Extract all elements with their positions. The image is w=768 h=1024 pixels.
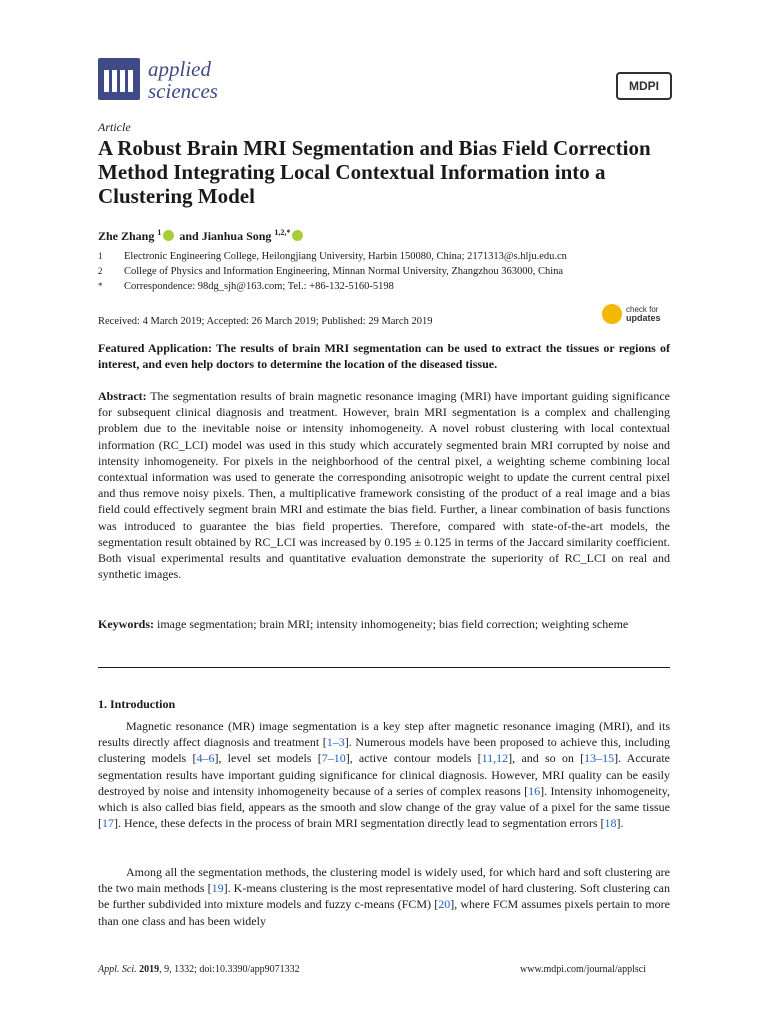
citation-link[interactable]: 17 <box>102 816 114 831</box>
author-affiliation-mark: 1,2,* <box>274 228 291 237</box>
check-for-updates-icon[interactable] <box>602 304 622 324</box>
article-type: Article <box>98 120 131 134</box>
publication-dates: Received: 4 March 2019; Accepted: 26 March 2019; Published: 29 March 2019 <box>98 316 433 327</box>
publisher-logo: MDPI <box>616 72 672 100</box>
citation-link[interactable]: 13–15 <box>584 751 615 766</box>
orcid-icon[interactable] <box>292 230 303 241</box>
abstract: Abstract: The segmentation results of brain magnetic resonance imaging (MRI) have important guiding significance for subsequent clinical diagnosis and treatment. However, brain MRI segmentation is a complex and challenging problem due to the inevitable noise or intensity inhomogeneity. A novel robust clustering with local contextual information (RC_LCI) model was used in this study which accurately segmented brain MRI corrupted by noise and intensity inhomogeneity. For pixels in the neighborhood of the central pixel, a weighting scheme combining local contextual information was used to generate the corresponding anisotropic weight to update the current central pixel and thus remove noisy pixels. Then, a multiplicative framework consisting of the product of a real image and a bias field could effectively segment brain MRI and estimate the bias field. Further, a linear combination of basis functions was introduced to guarantee the bias field properties. Therefore, compared with state-of-the-art models, the segmentation result obtained by RC_LCI was increased by 0.195 ± 0.125 in terms of the Jaccard similarity coefficient. Both visual experimental results and quantitative evaluation demonstrate the superiority of RC_LCI on real and synthetic images. <box>98 389 670 582</box>
featured-application: Featured Application: The results of brain MRI segmentation can be used to extract the tissues or regions of interest, and even help doctors to determine the location of the diseased tissue. <box>98 341 670 372</box>
author-conjunction: and <box>179 229 199 243</box>
section-heading: 1. Introduction <box>98 697 176 711</box>
citation-link[interactable]: 1–3 <box>326 735 345 750</box>
citation-link[interactable]: 16 <box>528 783 541 798</box>
keywords: Keywords: image segmentation; brain MRI; intensity inhomogeneity; bias field correction; weighting scheme <box>98 617 629 631</box>
author-name: Jianhua Song <box>201 229 272 243</box>
author-list <box>98 228 305 244</box>
journal-name: applied sciences <box>148 57 218 103</box>
citation-link[interactable]: 20 <box>438 897 451 912</box>
citation-link[interactable]: 7–10 <box>321 751 346 766</box>
citation-link[interactable]: 19 <box>211 881 224 896</box>
citation-link[interactable]: 11,12 <box>481 751 509 766</box>
journal-logo-icon <box>98 58 140 100</box>
divider <box>98 667 670 668</box>
citation-link[interactable]: 4–6 <box>196 751 215 766</box>
citation-link[interactable]: 18 <box>604 816 617 831</box>
orcid-icon[interactable] <box>163 230 174 241</box>
affiliation: 1 Electronic Engineering College, Heilongjiang University, Harbin 150080, China; 2171313@s.hlju.edu.cn <box>98 251 567 262</box>
affiliation: 2 College of Physics and Information Engineering, Minnan Normal University, Zhangzhou 363000, China <box>98 266 564 277</box>
check-for-updates-label[interactable]: check for updates <box>626 305 661 323</box>
body-paragraph: Magnetic resonance (MR) image segmentation is a key step after magnetic resonance imaging (MRI), and its results directly affect diagnosis and treatment [1–3]. Numerous models have been proposed to achieve this, including clustering models [4–6], level set models [7–10], active contour models [11,12], and so on [13–15]. Accurate segmentation results have important guiding significance for clinical diagnosis. However, MRI quality can be easily destroyed by noise and intensity inhomogeneity because of a series of complex reasons [16]. Intensity inhomogeneity, which is also called bias field, appears as the smooth and slow change of the gray value of a pixel for the same tissue [17]. Hence, these defects in the process of brain MRI segmentation directly lead to segmentation errors [18]. <box>98 719 670 831</box>
footer-citation: Appl. Sci. 2019, 9, 1332; doi:10.3390/app9071332 <box>98 964 300 975</box>
paper-title: A Robust Brain MRI Segmentation and Bias Field Correction Method Integrating Local Contextual Information into a Clustering Model <box>98 136 651 208</box>
footer-url[interactable]: www.mdpi.com/journal/applsci <box>520 964 646 975</box>
author-name: Zhe Zhang <box>98 229 155 243</box>
correspondence: * Correspondence: 98dg_sjh@163.com; Tel.: +86-132-5160-5198 <box>98 281 394 292</box>
body-paragraph: Among all the segmentation methods, the clustering model is widely used, for which hard and soft clustering are the two main methods [19]. K-means clustering is the most representative model of hard clustering. Soft clustering can be further subdivided into mixture models and fuzzy c-means (FCM) [20], where FCM assumes pixels pertain to more than one class and has been widely <box>98 865 671 928</box>
author-affiliation-mark: 1 <box>157 228 162 237</box>
